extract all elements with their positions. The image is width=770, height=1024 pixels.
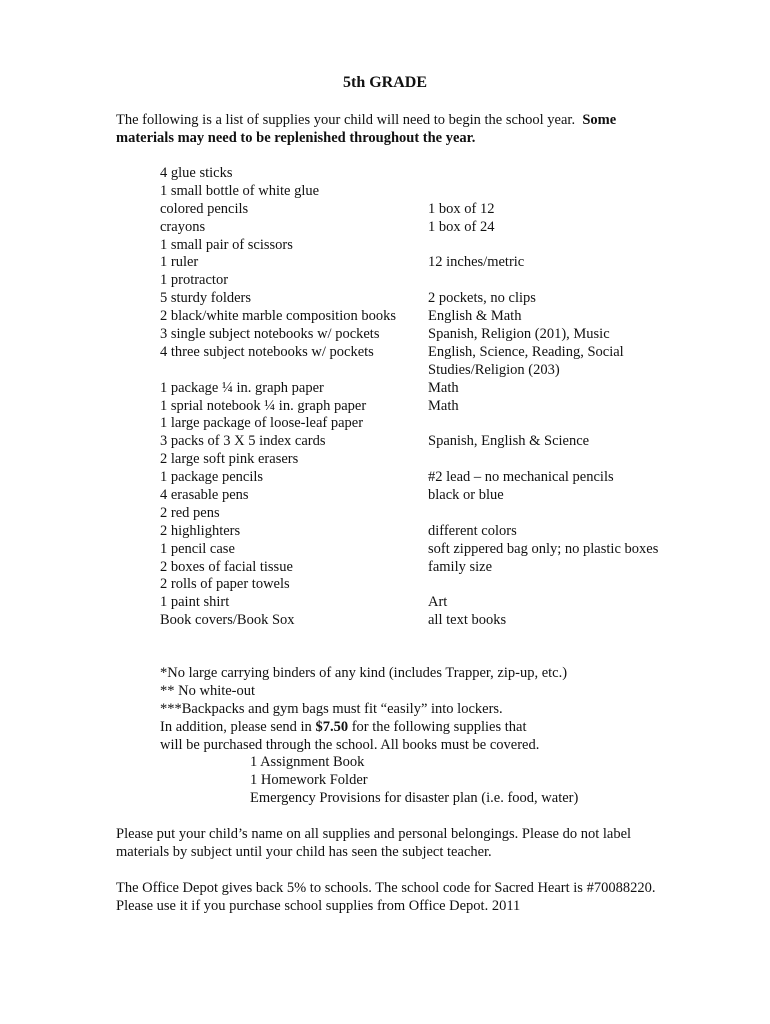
supply-row: [160, 201, 720, 219]
note-purchased: will be purchased through the school. All books must be covered.: [160, 736, 540, 753]
supply-item: 2 boxes of facial tissue: [160, 558, 293, 575]
office-depot-paragraph: [116, 880, 716, 916]
supply-item: 1 pencil case: [160, 540, 235, 557]
school-item: 1 Homework Folder: [250, 772, 368, 789]
send-suffix: for the following supplies that: [348, 718, 527, 735]
supply-row: [160, 290, 720, 308]
supply-item: 3 packs of 3 X 5 index cards: [160, 433, 326, 450]
intro-line-2: materials may need to be replenished throughout the year.: [116, 129, 476, 146]
para2-line-2: Please use it if you purchase school supplies from Office Depot. 2011: [116, 897, 521, 914]
supply-note: Math: [428, 379, 459, 396]
supply-item: 1 package pencils: [160, 469, 264, 486]
supply-item: 1 small bottle of white glue: [160, 182, 320, 199]
supply-row: [160, 523, 720, 541]
supply-note: all text books: [428, 612, 507, 629]
supply-row: [160, 469, 720, 487]
supply-row: [160, 272, 720, 290]
supply-row: [160, 165, 720, 183]
note-no-whiteout: ** No white-out: [160, 682, 256, 699]
note-no-binders: *No large carrying binders of any kind (includes Trapper, zip-up, etc.): [160, 665, 568, 681]
intro-line-1: [116, 112, 676, 130]
school-item: Emergency Provisions for disaster plan (i.e. food, water): [250, 790, 579, 807]
supply-note: English, Science, Reading, Social: [428, 343, 624, 360]
supply-item: crayons: [160, 218, 206, 235]
supply-row: [160, 433, 720, 451]
supply-row: [160, 362, 720, 380]
supply-note: 2 pockets, no clips: [428, 290, 536, 307]
supply-item: 1 paint shirt: [160, 594, 230, 611]
supply-row: [160, 487, 720, 505]
supply-row: [160, 237, 720, 255]
supply-note: soft zippered bag only; no plastic boxes: [428, 540, 659, 557]
supply-note: #2 lead – no mechanical pencils: [428, 469, 614, 486]
supply-row: [160, 254, 720, 272]
label-instructions-paragraph: [116, 826, 716, 862]
supply-note: family size: [428, 558, 493, 575]
school-item: 1 Assignment Book: [250, 754, 365, 771]
supply-item: 1 package ¼ in. graph paper: [160, 379, 324, 396]
supply-row: [160, 505, 720, 523]
supply-item: 1 sprial notebook ¼ in. graph paper: [160, 397, 367, 414]
send-prefix: In addition, please send in: [160, 718, 316, 735]
supply-item: 1 ruler: [160, 254, 199, 271]
para1-line-2: materials by subject until your child has seen the subject teacher.: [116, 843, 492, 860]
supply-note: Math: [428, 397, 459, 414]
supply-row: [160, 612, 720, 630]
supply-note: Art: [428, 594, 448, 611]
supply-note: 1 box of 12: [428, 200, 495, 217]
page-title: 5th GRADE: [342, 74, 427, 91]
supply-row: [160, 183, 720, 201]
supply-item: 2 highlighters: [160, 522, 241, 539]
supply-row: [160, 326, 720, 344]
supply-note: different colors: [428, 522, 517, 539]
supply-row: [160, 594, 720, 612]
note-backpacks: ***Backpacks and gym bags must fit “easily” into lockers.: [160, 700, 503, 717]
supply-item: 3 single subject notebooks w/ pockets: [160, 326, 380, 343]
supply-note: Spanish, Religion (201), Music: [428, 326, 610, 343]
intro-bold-start: Some: [582, 112, 617, 128]
supply-item: 2 large soft pink erasers: [160, 451, 299, 468]
para1-line-1: Please put your child’s name on all supplies and personal belongings. Please do not label: [116, 826, 632, 842]
supply-item: 1 protractor: [160, 272, 229, 289]
notes-section: [160, 665, 720, 808]
para2-line-1: The Office Depot gives back 5% to schools. The school code for Sacred Heart is #70088220.: [116, 880, 656, 896]
supply-note: Studies/Religion (203): [428, 361, 560, 378]
supply-note: Spanish, English & Science: [428, 433, 590, 450]
intro-paragraph: [116, 112, 676, 148]
supply-row: [160, 344, 720, 362]
supply-row: [160, 308, 720, 326]
supply-item: 2 red pens: [160, 504, 220, 521]
supply-row: [160, 219, 720, 237]
supply-note: English & Math: [428, 308, 522, 325]
supply-row: [160, 541, 720, 559]
note-send-fee: [160, 719, 720, 737]
supply-row: [160, 576, 720, 594]
supply-item: 4 three subject notebooks w/ pockets: [160, 343, 374, 360]
send-amount: $7.50: [315, 718, 349, 735]
supply-item: Book covers/Book Sox: [160, 612, 295, 629]
supply-item: 2 black/white marble composition books: [160, 308, 396, 325]
supply-item: 1 large package of loose-leaf paper: [160, 415, 364, 432]
supply-item: 4 glue sticks: [160, 165, 233, 181]
supply-list: [160, 165, 720, 630]
supply-row: [160, 451, 720, 469]
supply-row: [160, 380, 720, 398]
supply-item: 1 small pair of scissors: [160, 236, 293, 253]
supply-note: 1 box of 24: [428, 218, 495, 235]
supply-item: 4 erasable pens: [160, 487, 249, 504]
supply-row: [160, 559, 720, 577]
supply-item: colored pencils: [160, 200, 249, 217]
supply-note: black or blue: [428, 487, 504, 504]
supply-row: [160, 415, 720, 433]
supply-item: 5 sturdy folders: [160, 290, 252, 307]
supply-note: 12 inches/metric: [428, 254, 525, 271]
supply-row: [160, 398, 720, 416]
supply-item: 2 rolls of paper towels: [160, 576, 290, 593]
intro-text: The following is a list of supplies your child will need to begin the school year.: [116, 112, 576, 128]
